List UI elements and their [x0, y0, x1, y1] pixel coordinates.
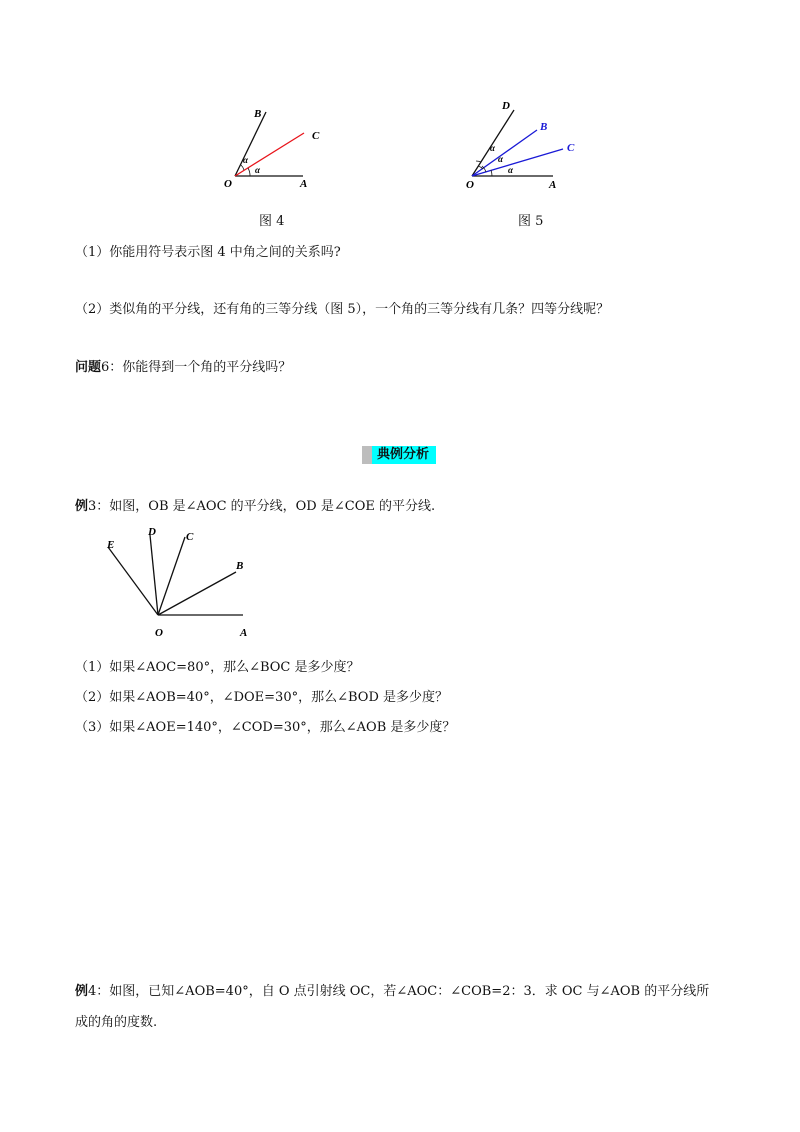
label-C: C — [186, 531, 194, 543]
example-3-statement — [75, 498, 435, 516]
alpha-label: α — [255, 165, 260, 175]
figure-5 — [455, 92, 595, 202]
alpha-label: α — [490, 143, 495, 153]
label-O: O — [155, 627, 163, 639]
section-heading: 典例分析 — [362, 446, 436, 464]
label-C: C — [312, 130, 320, 142]
ray-OD — [150, 535, 158, 615]
figure-5-caption: 图 5 — [518, 214, 544, 229]
label-C: C — [567, 142, 575, 154]
figure-4-caption: 图 4 — [259, 214, 285, 229]
example-4-line-1 — [75, 983, 709, 1001]
label-A: A — [300, 178, 308, 190]
alpha-label: α — [498, 154, 503, 164]
example-3-text: 3：如图，OB 是∠AOC 的平分线，OD 是∠COE 的平分线. — [88, 499, 436, 514]
ray-OE — [108, 547, 158, 615]
label-B: B — [236, 560, 244, 572]
problem-6-text: 6：你能得到一个角的平分线吗？ — [101, 360, 292, 375]
label-E: E — [107, 539, 115, 551]
example-3-label: 例 — [75, 499, 89, 514]
question-1: （1）你能用符号表示图 4 中角之间的关系吗? — [75, 245, 341, 260]
problem-6-label: 问题 — [75, 360, 102, 375]
label-B: B — [254, 108, 262, 120]
figure-4 — [210, 100, 340, 200]
angle-arc — [248, 168, 250, 176]
alpha-label: α — [508, 165, 513, 175]
ray-OB — [158, 572, 236, 615]
question-2: （2）类似角的平分线，还有角的三等分线（图 5），一个角的三等分线有几条？四等分线呢？ — [75, 302, 610, 317]
example-4-text: 4：如图，已知∠AOB=40°，自 O 点引射线 OC，若∠AOC：∠COB=2：3．求 OC 与∠AOB 的平分线所 — [88, 984, 710, 999]
angle-arc — [241, 165, 244, 170]
example-3-question-3: （3）如果∠AOE=140°，∠COD=30°，那么∠AOB 是多少度？ — [75, 720, 456, 735]
angle-arc — [476, 161, 481, 162]
alpha-label: α — [243, 155, 248, 165]
label-D: D — [148, 526, 156, 538]
label-A: A — [549, 179, 557, 191]
example-4-label: 例 — [75, 984, 89, 999]
label-O: O — [466, 179, 474, 191]
ray-OC — [158, 537, 185, 615]
label-A: A — [240, 627, 248, 639]
example-3-question-2: （2）如果∠AOB=40°，∠DOE=30°，那么∠BOD 是多少度？ — [75, 690, 448, 705]
label-D: D — [502, 100, 510, 112]
ray-OB — [472, 130, 537, 176]
example-3-figure — [95, 520, 265, 645]
problem-6 — [75, 359, 291, 377]
angle-arc — [491, 170, 492, 176]
label-B: B — [540, 121, 548, 133]
example-3-question-1: （1）如果∠AOC=80°，那么∠BOC 是多少度？ — [75, 660, 360, 675]
label-O: O — [224, 178, 232, 190]
example-4-line-2: 成的角的度数. — [75, 1015, 158, 1030]
